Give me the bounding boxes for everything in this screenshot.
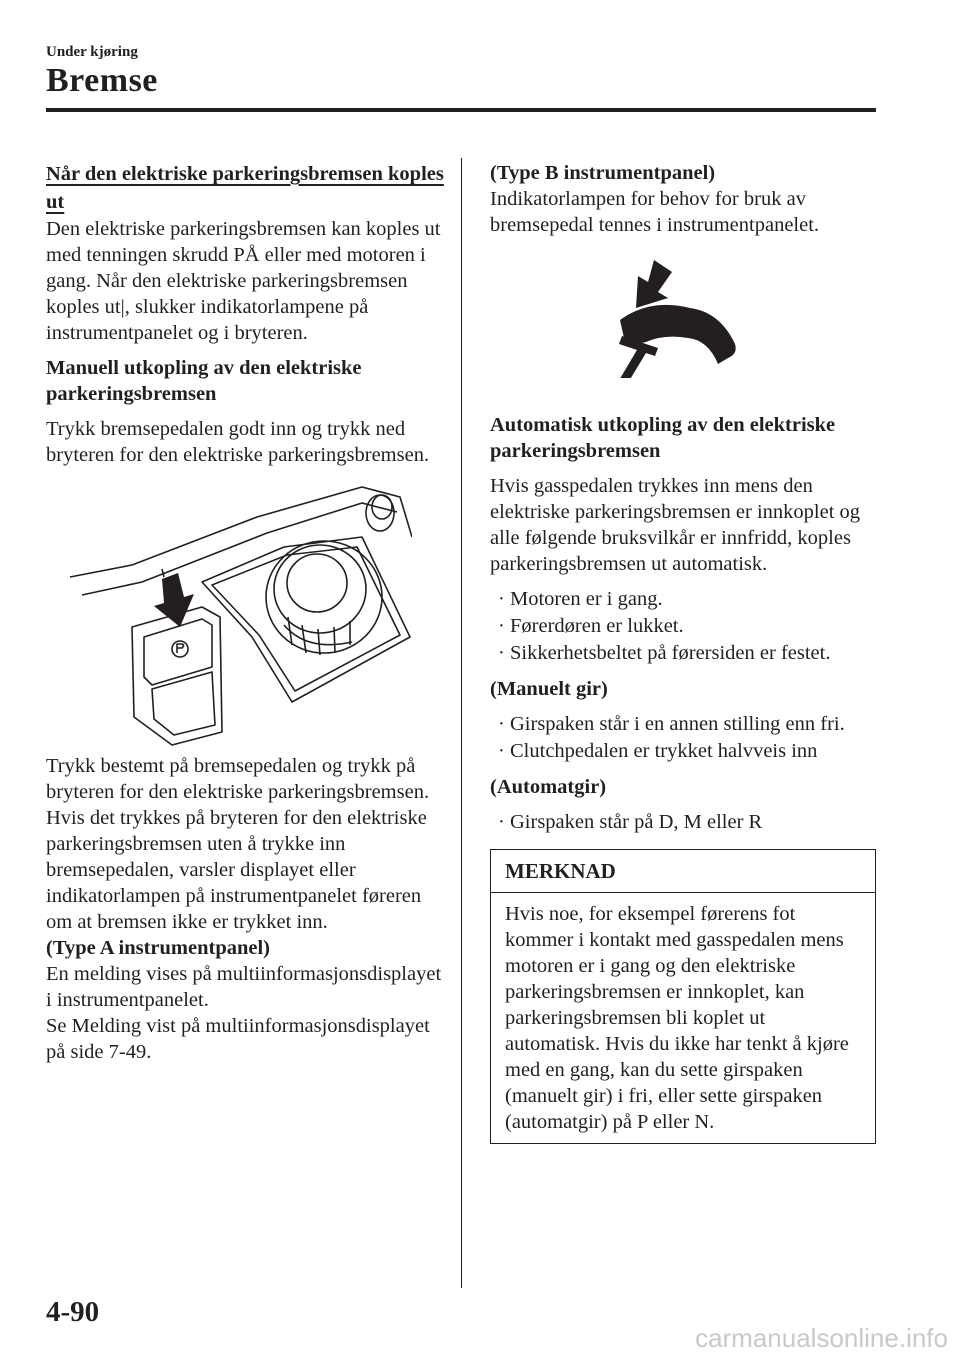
note-text: Hvis noe, for eksempel førerens fot kommer i kontakt med gasspedalen mens motoren er i gang og den elektriske parkeringsbremsen er innkoplet, kan parkeringsbremsen bli koplet ut automatisk. Hvis du ikke har tenkt å kjøre med en gang, kan du sette girspaken (manuelt gir) i fri, eller sette girspaken (automatgir) på P eller N. (505, 903, 849, 1133)
title-rule (46, 108, 876, 112)
section-heading: Når den elektriske parkeringsbremsen koples ut (46, 163, 444, 213)
type-b-heading: (Type B instrumentpanel) (490, 162, 716, 184)
warning-text: Hvis det trykkes på bryteren for den elektriske parkeringsbremsen uten å trykke inn bremsepedalen, varsler displayet eller indikatorlampen på instrumentpanelet føreren om at bremsen ikke er trykket inn. (46, 807, 427, 933)
right-column (490, 160, 880, 1144)
list-item: · Førerdøren er lukket. (498, 615, 684, 637)
manual-release-text: Trykk bremsepedalen godt inn og trykk ned bryteren for den elektriske parkeringsbremsen. (46, 418, 430, 466)
note-title: MERKNAD (491, 850, 875, 893)
conditions-list (498, 586, 880, 666)
press-firmly-text: Trykk bestemt på bremsepedalen og trykk på bryteren for den elektriske parkeringsbremsen. (46, 755, 430, 803)
auto-gear-list (498, 809, 880, 835)
list-item: · Girspaken står på D, M eller R (498, 811, 763, 833)
list-item: · Clutchpedalen er trykket halvveis inn (498, 740, 818, 762)
left-column (46, 160, 446, 1065)
auto-release-heading: Automatisk utkopling av den elektriske parkeringsbremsen (490, 414, 836, 462)
list-item: · Sikkerhetsbeltet på førersiden er festet. (498, 642, 831, 664)
list-item: · Motoren er i gang. (498, 588, 663, 610)
type-b-text: Indikatorlampen for behov for bruk av bremsepedal tennes i instrumentpanelet. (490, 188, 820, 236)
type-a-heading: (Type A instrumentpanel) (46, 937, 270, 959)
watermark: carmanualsonline.info (695, 1323, 948, 1353)
list-item: · Girspaken står i en annen stilling enn fri. (498, 713, 845, 735)
page-title: Bremse (46, 62, 158, 99)
column-divider (461, 158, 462, 1288)
manual-gear-list (498, 711, 880, 764)
auto-release-text: Hvis gasspedalen trykkes inn mens den elektriske parkeringsbremsen er innkoplet og alle følgende bruksvilkår er innfridd, koples parkeringsbremsen ut automatisk. (490, 475, 861, 575)
parking-brake-switch-illustration (62, 477, 412, 747)
manual-release-heading: Manuell utkopling av den elektriske parkeringsbremsen (46, 357, 362, 405)
manual-gear-heading: (Manuelt gir) (490, 678, 608, 700)
type-a-message-text: En melding vises på multiinformasjonsdisplayet i instrumentpanelet. (46, 963, 442, 1011)
note-box (490, 849, 876, 1144)
brake-pedal-indicator-icon (610, 258, 740, 378)
auto-gear-heading: (Automatgir) (490, 776, 607, 798)
intro-paragraph: Den elektriske parkeringsbremsen kan koples ut med tenningen skrudd PÅ eller med motoren i gang. Når den elektriske parkeringsbremsen koples ut|, slukker indikatorlampene på instrumentpanelet og i bryteren. (46, 218, 441, 344)
section-label: Under kjøring (46, 44, 138, 60)
page-number: 4-90 (46, 1296, 100, 1328)
type-a-reference-text: Se Melding vist på multiinformasjonsdisplayet på side 7-49. (46, 1015, 430, 1063)
